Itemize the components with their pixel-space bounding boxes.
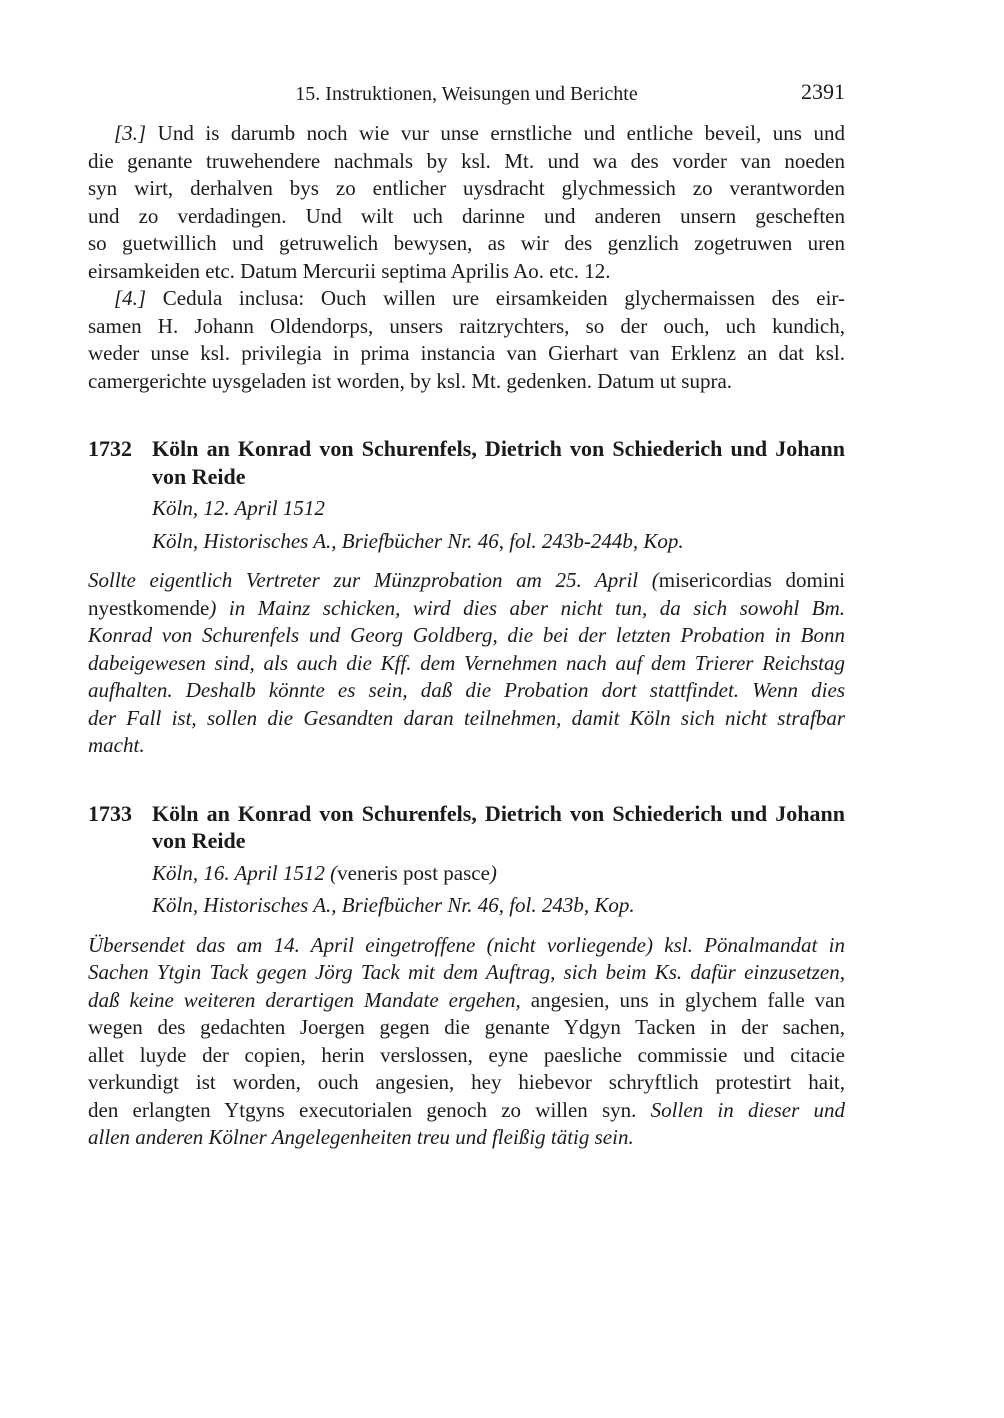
text-run: und zo verdadingen. Und wilt uch darinne und anderen unsern gescheften — [88, 203, 845, 228]
italic-text-run: dabeigewesen sind, als auch die Kff. dem Vernehmen nach auf dem Trierer Reichstag — [88, 650, 845, 675]
entry-1732 — [88, 435, 845, 760]
text-line — [88, 705, 845, 733]
text-line — [88, 258, 845, 286]
text-run: Köln an Konrad von Schurenfels, Dietrich von Schiederich und Johann — [152, 800, 845, 826]
entry-date — [152, 860, 845, 888]
italic-text-run: der Fall ist, sollen die Gesandten daran teilnehmen, damit Köln sich nicht strafbar — [88, 705, 845, 730]
text-run: von Reide — [152, 828, 246, 853]
page-number: 2391 — [801, 79, 845, 104]
text-line — [88, 1042, 845, 1070]
text-run: von Reide — [152, 463, 246, 489]
text-run: misericordias domini — [658, 568, 846, 592]
entry-date — [152, 495, 845, 523]
entry-1733 — [88, 800, 845, 1152]
running-head-title: 15. Instruktionen, Weisungen und Berichte — [295, 83, 638, 105]
entry-number: 1733 — [88, 800, 132, 826]
italic-text-run: Köln, 16. April 1512 ( — [152, 860, 338, 885]
text-line — [152, 495, 845, 523]
paragraph-3 — [88, 120, 845, 285]
text-line — [88, 932, 845, 960]
text-line — [88, 567, 845, 595]
text-run: allet luyde der copien, herin verslossen, eyne paesliche commissie und citacie — [88, 1042, 845, 1067]
text-run: Cedula inclusa: Ouch willen ure eirsamkeiden glychermaissen des eir- — [146, 286, 845, 310]
text-run: Köln an Konrad von Schurenfels, Dietrich von Schiederich und Johann — [152, 436, 845, 461]
italic-text-run: allen anderen Kölner Angelegenheiten treu und fleißig tätig sein. — [88, 1125, 634, 1149]
italic-text-run: ) — [489, 860, 497, 885]
text-line — [152, 860, 845, 888]
text-line — [152, 800, 845, 828]
text-line — [88, 175, 845, 203]
text-line — [88, 148, 845, 176]
italic-text-run: Köln, Historisches A., Briefbücher Nr. 46, fol. 243b-244b, Kop. — [152, 528, 684, 553]
italic-text-run: Sollen in dieser und — [650, 1097, 845, 1122]
text-line — [88, 313, 845, 341]
entry-summary — [88, 567, 845, 760]
italic-text-run: Köln, Historisches A., Briefbücher Nr. 46, fol. 243b, Kop. — [152, 893, 635, 917]
italic-text-run: ) in Mainz schicken, wird dies aber nicht tun, da sich sowohl Bm. — [209, 595, 845, 620]
italic-text-run: macht. — [88, 733, 145, 757]
text-line — [88, 1014, 845, 1042]
text-line — [88, 368, 845, 396]
text-run: weder unse ksl. privilegia in prima instancia van Gierhart van Erklenz an dat ksl. — [88, 341, 845, 365]
text-line — [88, 622, 845, 650]
italic-text-run: Sachen Ytgin Tack gegen Jörg Tack mit dem Auftrag, sich beim Ks. dafür einzusetzen, — [88, 960, 845, 984]
italic-text-run: Köln, 12. April 1512 — [152, 496, 325, 520]
text-run: wegen des gedachten Joergen gegen die genante Ydgyn Tacken in der sachen, — [88, 1015, 845, 1039]
text-run: angesien, uns in glychem falle van — [520, 987, 845, 1012]
paragraph-4 — [88, 285, 845, 395]
text-line — [152, 435, 845, 463]
page-header — [88, 79, 845, 108]
text-line — [88, 595, 845, 623]
italic-text-run: daß keine weiteren derartigen Mandate ergehen, — [88, 987, 521, 1012]
text-line — [88, 1097, 845, 1125]
italic-text-run: Konrad von Schurenfels und Georg Goldberg, die bei der letzten Probation in Bonn — [88, 623, 845, 647]
text-line — [88, 1124, 845, 1152]
italic-text-run: Übersendet das am 14. April eingetroffene (nicht vorliegende) ksl. Pönalmandat in — [88, 932, 845, 957]
text-line — [152, 463, 845, 491]
text-line — [152, 528, 845, 556]
text-line — [88, 987, 845, 1015]
entry-title — [152, 800, 845, 855]
text-run: den erlangten Ytgyns executorialen genoch zo willen syn. — [88, 1097, 651, 1122]
entry-heading — [88, 800, 845, 855]
text-run: die genante truwehendere nachmals by ksl. Mt. und wa des vorder van noeden — [88, 148, 845, 173]
text-line — [88, 650, 845, 678]
italic-text-run: aufhalten. Deshalb könnte es sein, daß die Probation dort stattfindet. Wenn dies — [88, 678, 845, 702]
text-block — [88, 79, 846, 1152]
text-line — [88, 677, 845, 705]
italic-text-run: [3.] — [114, 121, 147, 145]
text-run: samen H. Johann Oldendorps, unsers raitzrychters, so der ouch, uch kundich, — [88, 313, 845, 338]
text-run: camergerichte uysgeladen ist worden, by ksl. Mt. gedenken. Datum ut supra. — [88, 368, 733, 393]
entry-heading — [88, 435, 845, 490]
text-line — [88, 732, 845, 760]
text-line — [152, 827, 845, 855]
entry-title — [152, 435, 845, 490]
text-run: verkundigt ist worden, ouch angesien, hey hiebevor schryftlich protestirt hait, — [88, 1070, 845, 1094]
entry-summary — [88, 932, 845, 1152]
entry-source — [152, 528, 845, 556]
entry-source — [152, 892, 845, 920]
text-line — [88, 203, 845, 231]
text-run: eirsamkeiden etc. Datum Mercurii septima Aprilis Ao. etc. 12. — [88, 258, 611, 283]
italic-text-run: [4.] — [114, 286, 147, 310]
entry-number: 1732 — [88, 436, 132, 461]
text-run: syn wirt, derhalven bys zo entlicher uysdracht glychmessich zo verantworden — [88, 176, 845, 200]
italic-text-run: Sollte eigentlich Vertreter zur Münzprobation am 25. April ( — [88, 568, 659, 592]
text-line — [152, 892, 845, 920]
text-run: so guetwillich und getruwelich bewysen, as wir des genzlich zogetruwen uren — [88, 231, 845, 255]
text-line — [88, 230, 845, 258]
text-run: Und is darumb noch wie vur unse ernstliche und entliche beveil, uns und — [146, 121, 845, 145]
text-line — [88, 1069, 845, 1097]
text-run: veneris post pasce — [337, 860, 490, 885]
text-run: nyestkomende — [88, 595, 210, 620]
text-line — [88, 285, 845, 313]
text-line — [88, 120, 845, 148]
text-line — [88, 340, 845, 368]
text-line — [88, 959, 845, 987]
